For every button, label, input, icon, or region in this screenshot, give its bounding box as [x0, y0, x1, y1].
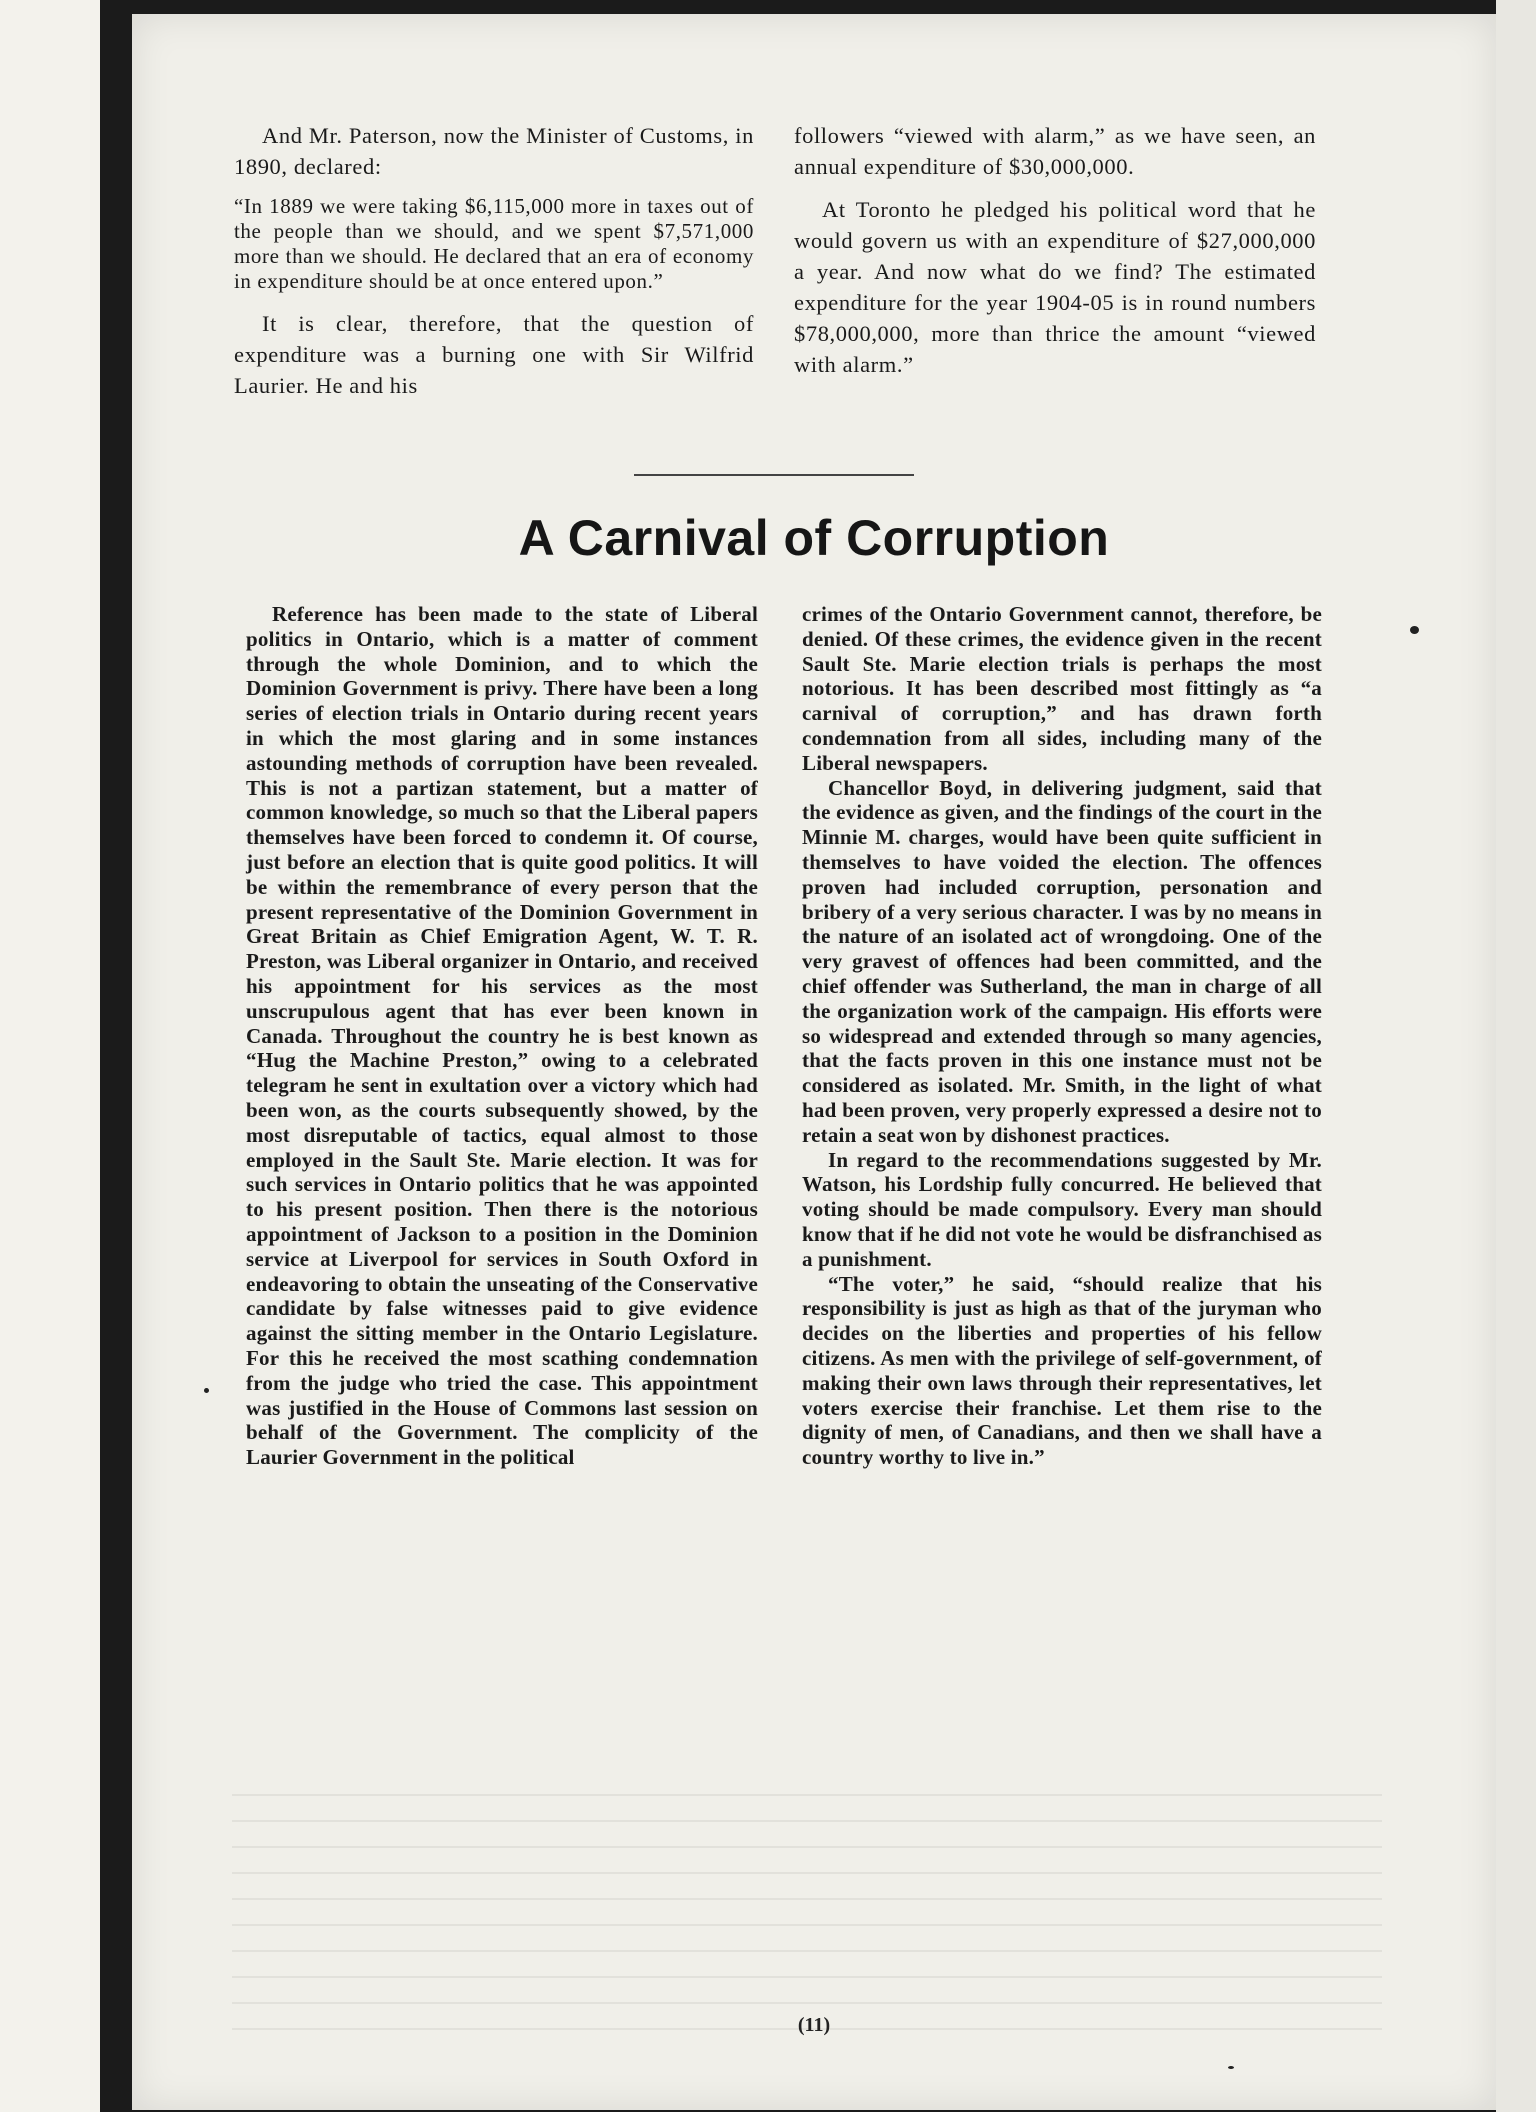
- paragraph: At Toronto he pledged his political word that he would govern us with an expenditure of $27,000,000 a year. And now what do we find? The estimated expenditure for the year 1904-05 is in round numbers $78,000,000, more than thrice the amount “viewed with alarm.”: [794, 197, 1316, 377]
- paragraph: crimes of the Ontario Government cannot, therefore, be denied. Of these crimes, the evidence given in the recent Sault Ste. Marie election trials is perhaps the most notorious. It has been described most fittingly as “a carnival of corruption,” and has drawn forth condemnation from all sides, including many of the Liberal newspapers.: [802, 602, 1322, 775]
- article-headline: A Carnival of Corruption: [518, 510, 1110, 566]
- show-through-text: [232, 1794, 1382, 2034]
- paragraph: Reference has been made to the state of Liberal politics in Ontario, which is a matter of comment through the whole Dominion, and to which the Dominion Government is privy. There have been a long series of election trials in Ontario during recent years in which the most glaring and in some instances astounding methods of corruption have been revealed. This is not a partizan statement, but a matter of common knowledge, so much so that the Liberal papers themselves have been forced to condemn it. Of course, just before an election that is quite good politics. It will be within the remembrance of every person that the present representative of the Dominion Government in Great Britain as Chief Emigration Agent, W. T. R. Preston, was Liberal organizer in Ontario, and received his appointment for his services as the most unscrupulous agent that has ever been known in Canada. Throughout the country he is best known as “Hug the Machine Preston,” owing to a celebrated telegram he sent in exultation over a victory which had been won, as the courts subsequently showed, by the most disreputable of tactics, equal almost to those employed in the Sault Ste. Marie election. It was for such services in Ontario politics that he was appointed to his present position. Then there is the notorious appointment of Jackson to a position in the Dominion service at Liverpool for services in South Oxford in endeavoring to obtain the unseating of the Conservative candidate by false witnesses paid to give evidence against the sitting member in the Ontario Legislature. For this he received the most scathing condemnation from the judge who tried the case. This appointment was justified in the House of Commons last session on behalf of the Government. The complicity of the Laurier Government in the political: [246, 602, 758, 1470]
- paragraph: “The voter,” he said, “should realize that his responsibility is just as high as that of the juryman who decides on the liberties and properties of his fellow citizens. As men with the privilege of self-government, of making their own laws through their representatives, let voters exercise their franchise. Let them rise to the dignity of men, of Canadians, and then we shall have a country worthy to live in.”: [802, 1271, 1322, 1470]
- paragraph: And Mr. Paterson, now the Minister of Customs, in 1890, declared:: [234, 123, 754, 179]
- paragraph: followers “viewed with alarm,” as we have seen, an annual expenditure of $30,000,000.: [794, 123, 1316, 179]
- top-right-column: [794, 120, 1316, 392]
- adjacent-page-edge: [0, 0, 100, 2112]
- article-right-column: [802, 602, 1322, 1470]
- top-left-column: [234, 120, 754, 413]
- section-divider: [634, 474, 914, 476]
- paragraph: In regard to the recommendations suggested by Mr. Watson, his Lordship fully concurred. He believed that voting should be made compulsory. Every man should know that if he did not vote he would be disfranchised as a punishment.: [802, 1147, 1322, 1271]
- page-right-margin: [1496, 0, 1536, 2112]
- ink-speck: [1410, 626, 1419, 634]
- paragraph: It is clear, therefore, that the question of expenditure was a burning one with Sir Wilfrid Laurier. He and his: [234, 311, 754, 398]
- paragraph: Chancellor Boyd, in delivering judgment, said that the evidence as given, and the findings of the court in the Minnie M. charges, would have been quite sufficient in themselves to have voided the election. The offences proven had included corruption, personation and bribery of a very serious character. I was by no means in the nature of an isolated act of wrongdoing. One of the very gravest of offences had been committed, and the chief offender was Sutherland, the man in charge of all the organization work of the campaign. His efforts were so widespread and extended through so many agencies, that the facts proven in this one instance must not be considered as isolated. Mr. Smith, in the light of what had been proven, very properly expressed a desire not to retain a seat won by dishonest practices.: [802, 775, 1322, 1147]
- ink-speck: [204, 1388, 209, 1393]
- page-number: (11): [797, 2014, 831, 2036]
- ink-speck: [1228, 2066, 1234, 2069]
- document-page: [132, 14, 1496, 2110]
- quoted-paragraph: “In 1889 we were taking $6,115,000 more in taxes out of the people than we should, and we spent $7,571,000 more than we should. He declared that an era of economy in expenditure should be at once entered upon.”: [234, 194, 754, 293]
- article-left-column: [246, 602, 758, 1470]
